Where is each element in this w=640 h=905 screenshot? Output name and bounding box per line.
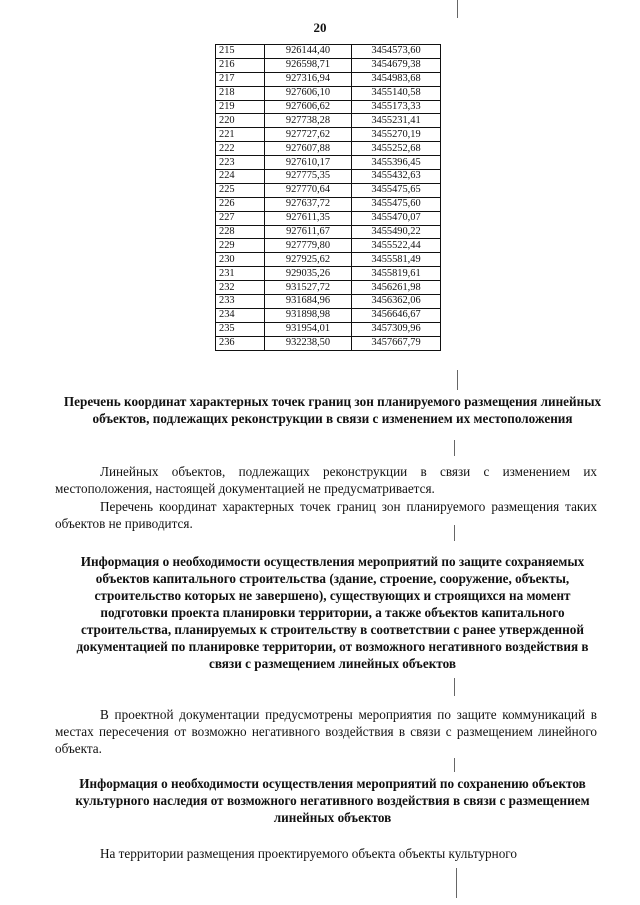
reconstruction-heading: Перечень координат характерных точек границ зон планируемого размещения линейных объектов, подлежащих реконструкции в связи с изменением их местоположения (63, 394, 602, 426)
coordinates-table-body (216, 45, 441, 351)
table-row (216, 128, 441, 142)
table-row (216, 183, 441, 197)
y-coordinate-cell: 3456362,06 (352, 295, 441, 309)
x-coordinate-cell: 926144,40 (265, 45, 352, 59)
point-number-cell: 236 (216, 336, 265, 350)
y-coordinate-cell: 3454573,60 (352, 45, 441, 59)
y-coordinate-cell: 3456261,98 (352, 281, 441, 295)
table-row (216, 100, 441, 114)
point-number-cell: 228 (216, 225, 265, 239)
table-row (216, 308, 441, 322)
x-coordinate-cell: 927611,35 (265, 211, 352, 225)
table-row (216, 295, 441, 309)
x-coordinate-cell: 931954,01 (265, 322, 352, 336)
heritage-heading: Информация о необходимости осуществления мероприятий по сохранению объектов культурного наследия от возможного негативного воздействия в связи с размещением линейных объектов (75, 776, 590, 825)
y-coordinate-cell: 3454983,68 (352, 72, 441, 86)
x-coordinate-cell: 927606,62 (265, 100, 352, 114)
y-coordinate-cell: 3455522,44 (352, 239, 441, 253)
table-row (216, 197, 441, 211)
x-coordinate-cell: 927610,17 (265, 156, 352, 170)
point-number-cell: 218 (216, 86, 265, 100)
x-coordinate-cell: 927637,72 (265, 197, 352, 211)
y-coordinate-cell: 3455231,41 (352, 114, 441, 128)
heritage-paragraph-1: На территории размещения проектируемого объекта объекты культурного (100, 846, 517, 861)
scan-line-mark (454, 678, 455, 696)
y-coordinate-cell: 3455470,07 (352, 211, 441, 225)
point-number-cell: 232 (216, 281, 265, 295)
scan-line-mark (457, 0, 458, 18)
protection-paragraph-1: В проектной документации предусмотрены мероприятия по защите коммуникаций в местах пересечения от возможно негативного воздействия в связи с размещением линейного объекта. (55, 707, 597, 756)
y-coordinate-cell: 3455270,19 (352, 128, 441, 142)
x-coordinate-cell: 931527,72 (265, 281, 352, 295)
table-row (216, 253, 441, 267)
scan-line-mark (456, 868, 457, 898)
y-coordinate-cell: 3455490,22 (352, 225, 441, 239)
point-number-cell: 219 (216, 100, 265, 114)
x-coordinate-cell: 927611,67 (265, 225, 352, 239)
table-row (216, 72, 441, 86)
x-coordinate-cell: 927316,94 (265, 72, 352, 86)
table-row (216, 281, 441, 295)
point-number-cell: 222 (216, 142, 265, 156)
reconstruction-paragraph-2: Перечень координат характерных точек границ зон планируемого размещения таких объектов не приводится. (55, 499, 597, 531)
point-number-cell: 235 (216, 322, 265, 336)
point-number-cell: 216 (216, 58, 265, 72)
point-number-cell: 215 (216, 45, 265, 59)
x-coordinate-cell: 927770,64 (265, 183, 352, 197)
point-number-cell: 224 (216, 170, 265, 184)
scan-line-mark (454, 525, 455, 541)
table-row (216, 170, 441, 184)
x-coordinate-cell: 927775,35 (265, 170, 352, 184)
table-row (216, 322, 441, 336)
table-row (216, 211, 441, 225)
y-coordinate-cell: 3455581,49 (352, 253, 441, 267)
y-coordinate-cell: 3455475,65 (352, 183, 441, 197)
x-coordinate-cell: 927607,88 (265, 142, 352, 156)
x-coordinate-cell: 931684,96 (265, 295, 352, 309)
y-coordinate-cell: 3456646,67 (352, 308, 441, 322)
y-coordinate-cell: 3455252,68 (352, 142, 441, 156)
table-row (216, 45, 441, 59)
x-coordinate-cell: 927727,62 (265, 128, 352, 142)
scan-line-mark (457, 370, 458, 390)
point-number-cell: 234 (216, 308, 265, 322)
x-coordinate-cell: 927779,80 (265, 239, 352, 253)
table-row (216, 267, 441, 281)
point-number-cell: 225 (216, 183, 265, 197)
point-number-cell: 233 (216, 295, 265, 309)
y-coordinate-cell: 3457667,79 (352, 336, 441, 350)
table-row (216, 239, 441, 253)
y-coordinate-cell: 3455173,33 (352, 100, 441, 114)
x-coordinate-cell: 927738,28 (265, 114, 352, 128)
table-row (216, 114, 441, 128)
x-coordinate-cell: 926598,71 (265, 58, 352, 72)
x-coordinate-cell: 931898,98 (265, 308, 352, 322)
x-coordinate-cell: 932238,50 (265, 336, 352, 350)
point-number-cell: 229 (216, 239, 265, 253)
y-coordinate-cell: 3455475,60 (352, 197, 441, 211)
point-number-cell: 230 (216, 253, 265, 267)
point-number-cell: 217 (216, 72, 265, 86)
point-number-cell: 226 (216, 197, 265, 211)
table-row (216, 58, 441, 72)
y-coordinate-cell: 3455819,61 (352, 267, 441, 281)
page-number: 20 (313, 20, 327, 35)
point-number-cell: 223 (216, 156, 265, 170)
table-row (216, 86, 441, 100)
point-number-cell: 220 (216, 114, 265, 128)
scan-line-mark (454, 758, 455, 772)
x-coordinate-cell: 927606,10 (265, 86, 352, 100)
table-row (216, 142, 441, 156)
table-row (216, 156, 441, 170)
protection-heading: Информация о необходимости осуществления мероприятий по защите сохраняемых объектов капитального строительства (здание, строение, сооружение, объекты, строительство которых не завершено), существующих и строящихся на момент подготовки проекта планировки территории, а также объектов капитального строительства, планируемых к строительству в соответствии с ранее утвержденной документацией по планировке территории, от возможного негативного воздействия в связи с размещением линейных объектов (76, 554, 589, 671)
point-number-cell: 227 (216, 211, 265, 225)
coordinates-table (215, 44, 441, 351)
y-coordinate-cell: 3455396,45 (352, 156, 441, 170)
reconstruction-paragraph-1: Линейных объектов, подлежащих реконструкции в связи с изменением их местоположения, настоящей документацией не предусматривается. (55, 464, 597, 496)
x-coordinate-cell: 927925,62 (265, 253, 352, 267)
scan-line-mark (454, 440, 455, 456)
point-number-cell: 231 (216, 267, 265, 281)
x-coordinate-cell: 929035,26 (265, 267, 352, 281)
table-row (216, 225, 441, 239)
y-coordinate-cell: 3455140,58 (352, 86, 441, 100)
y-coordinate-cell: 3455432,63 (352, 170, 441, 184)
y-coordinate-cell: 3454679,38 (352, 58, 441, 72)
table-row (216, 336, 441, 350)
point-number-cell: 221 (216, 128, 265, 142)
y-coordinate-cell: 3457309,96 (352, 322, 441, 336)
